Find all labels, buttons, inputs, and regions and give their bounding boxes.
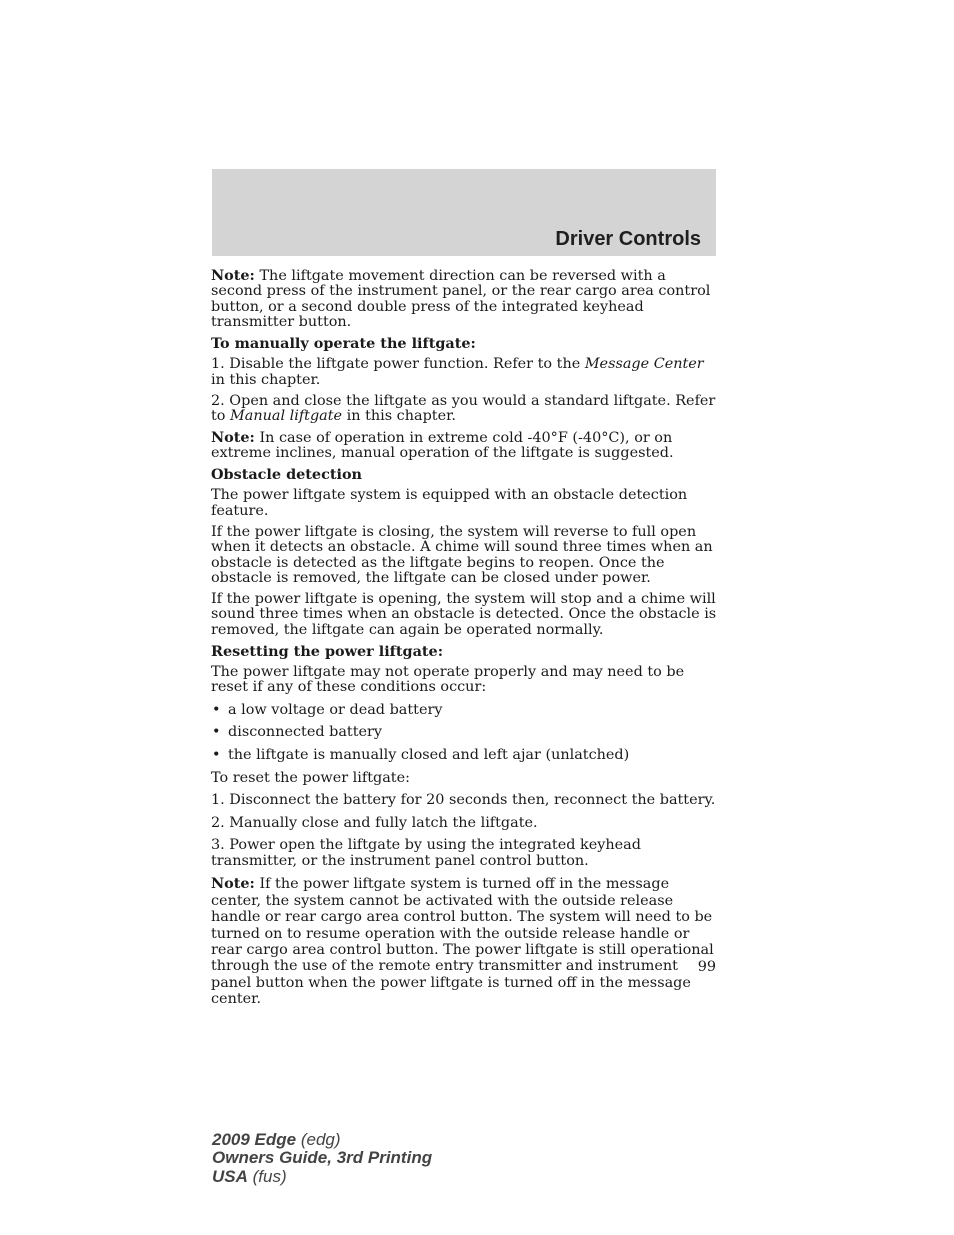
reset-step-1: 1. Disconnect the battery for 20 seconds then, reconnect the battery. — [211, 792, 716, 809]
heading-resetting-liftgate: Resetting the power liftgate: — [211, 642, 444, 660]
section-title: Driver Controls — [555, 228, 701, 250]
reset-step-2: 2. Manually close and fully latch the liftgate. — [211, 814, 538, 831]
list-item: • the liftgate is manually closed and left ajar (unlatched) — [212, 747, 630, 764]
heading-obstacle-detection: Obstacle detection — [211, 466, 363, 484]
reference-message-center: Message Center — [584, 356, 704, 373]
footer-line-guide: Owners Guide, 3rd Printing — [212, 1148, 433, 1168]
reference-manual-liftgate: Manual liftgate — [230, 408, 343, 425]
page-body — [211, 268, 717, 1013]
note-label: Note: — [211, 267, 255, 284]
obstacle-paragraph-2: If the power liftgate is closing, the system will reverse to full open when it detects an obstacle. A chime will sound three times when an obstacle is detected as the liftgate begins to reopen. Once the obstacle is removed, the liftgate can be closed under power. — [211, 523, 713, 587]
note-text: If the power liftgate system is turned off in the message center, the system cannot be activated with the outside release handle or rear cargo area control button. The system will need to be turned on to resume operation with the outside release handle or rear cargo area control button. The power liftgate is still operational through the use of the remote entry transmitter and instrument panel button when the power liftgate is turned off in the message center. — [211, 876, 714, 1008]
note-text: In case of operation in extreme cold -40°F (-40°C), or on extreme inclines, manual operation of the liftgate is suggested. — [211, 430, 674, 462]
reset-conditions-list — [211, 703, 717, 764]
bullet-icon: • — [212, 747, 221, 764]
page-number: 99 — [697, 959, 716, 975]
note-text: The liftgate movement direction can be reversed with a second press of the instrument panel, or the rear cargo area control button, or a second double press of the integrated keyhead transmitter button. — [211, 268, 711, 331]
reset-step-3: 3. Power open the liftgate by using the integrated keyhead transmitter, or the instrument panel control button. — [211, 837, 641, 869]
reset-lead: To reset the power liftgate: — [211, 769, 410, 786]
bullet-icon: • — [212, 724, 221, 741]
obstacle-paragraph-1: The power liftgate system is equipped with an obstacle detection feature. — [211, 487, 688, 519]
note-extreme-cold — [211, 430, 717, 462]
heading-manual-operation: To manually operate the liftgate: — [211, 335, 476, 353]
note-label: Note: — [211, 429, 255, 447]
footer-line-model: 2009 Edge (edg) — [212, 1130, 341, 1149]
manual-step-2: 2. Open and close the liftgate as you would a standard liftgate. Refer to Manual liftgate in this chapter. — [211, 392, 716, 425]
footer-line-market: USA (fus) — [212, 1166, 287, 1186]
section-header-band — [212, 169, 716, 256]
obstacle-paragraph-3: If the power liftgate is opening, the system will stop and a chime will sound three times when an obstacle is detected. Once the obstacle is removed, the liftgate can again be operated normally. — [211, 591, 717, 638]
note-message-center — [211, 876, 717, 1007]
reset-intro: The power liftgate may not operate properly and may need to be reset if any of these conditions occur: — [211, 663, 685, 696]
list-item: • a low voltage or dead battery — [212, 701, 443, 718]
document-footer — [212, 1131, 432, 1186]
manual-step-1: 1. Disable the liftgate power function. Refer to the Message Center in this chapter. — [211, 356, 704, 388]
bullet-icon: • — [212, 701, 221, 718]
note-liftgate-reverse — [211, 268, 717, 331]
list-item: • disconnected battery — [212, 724, 383, 741]
note-label: Note: — [211, 875, 255, 893]
